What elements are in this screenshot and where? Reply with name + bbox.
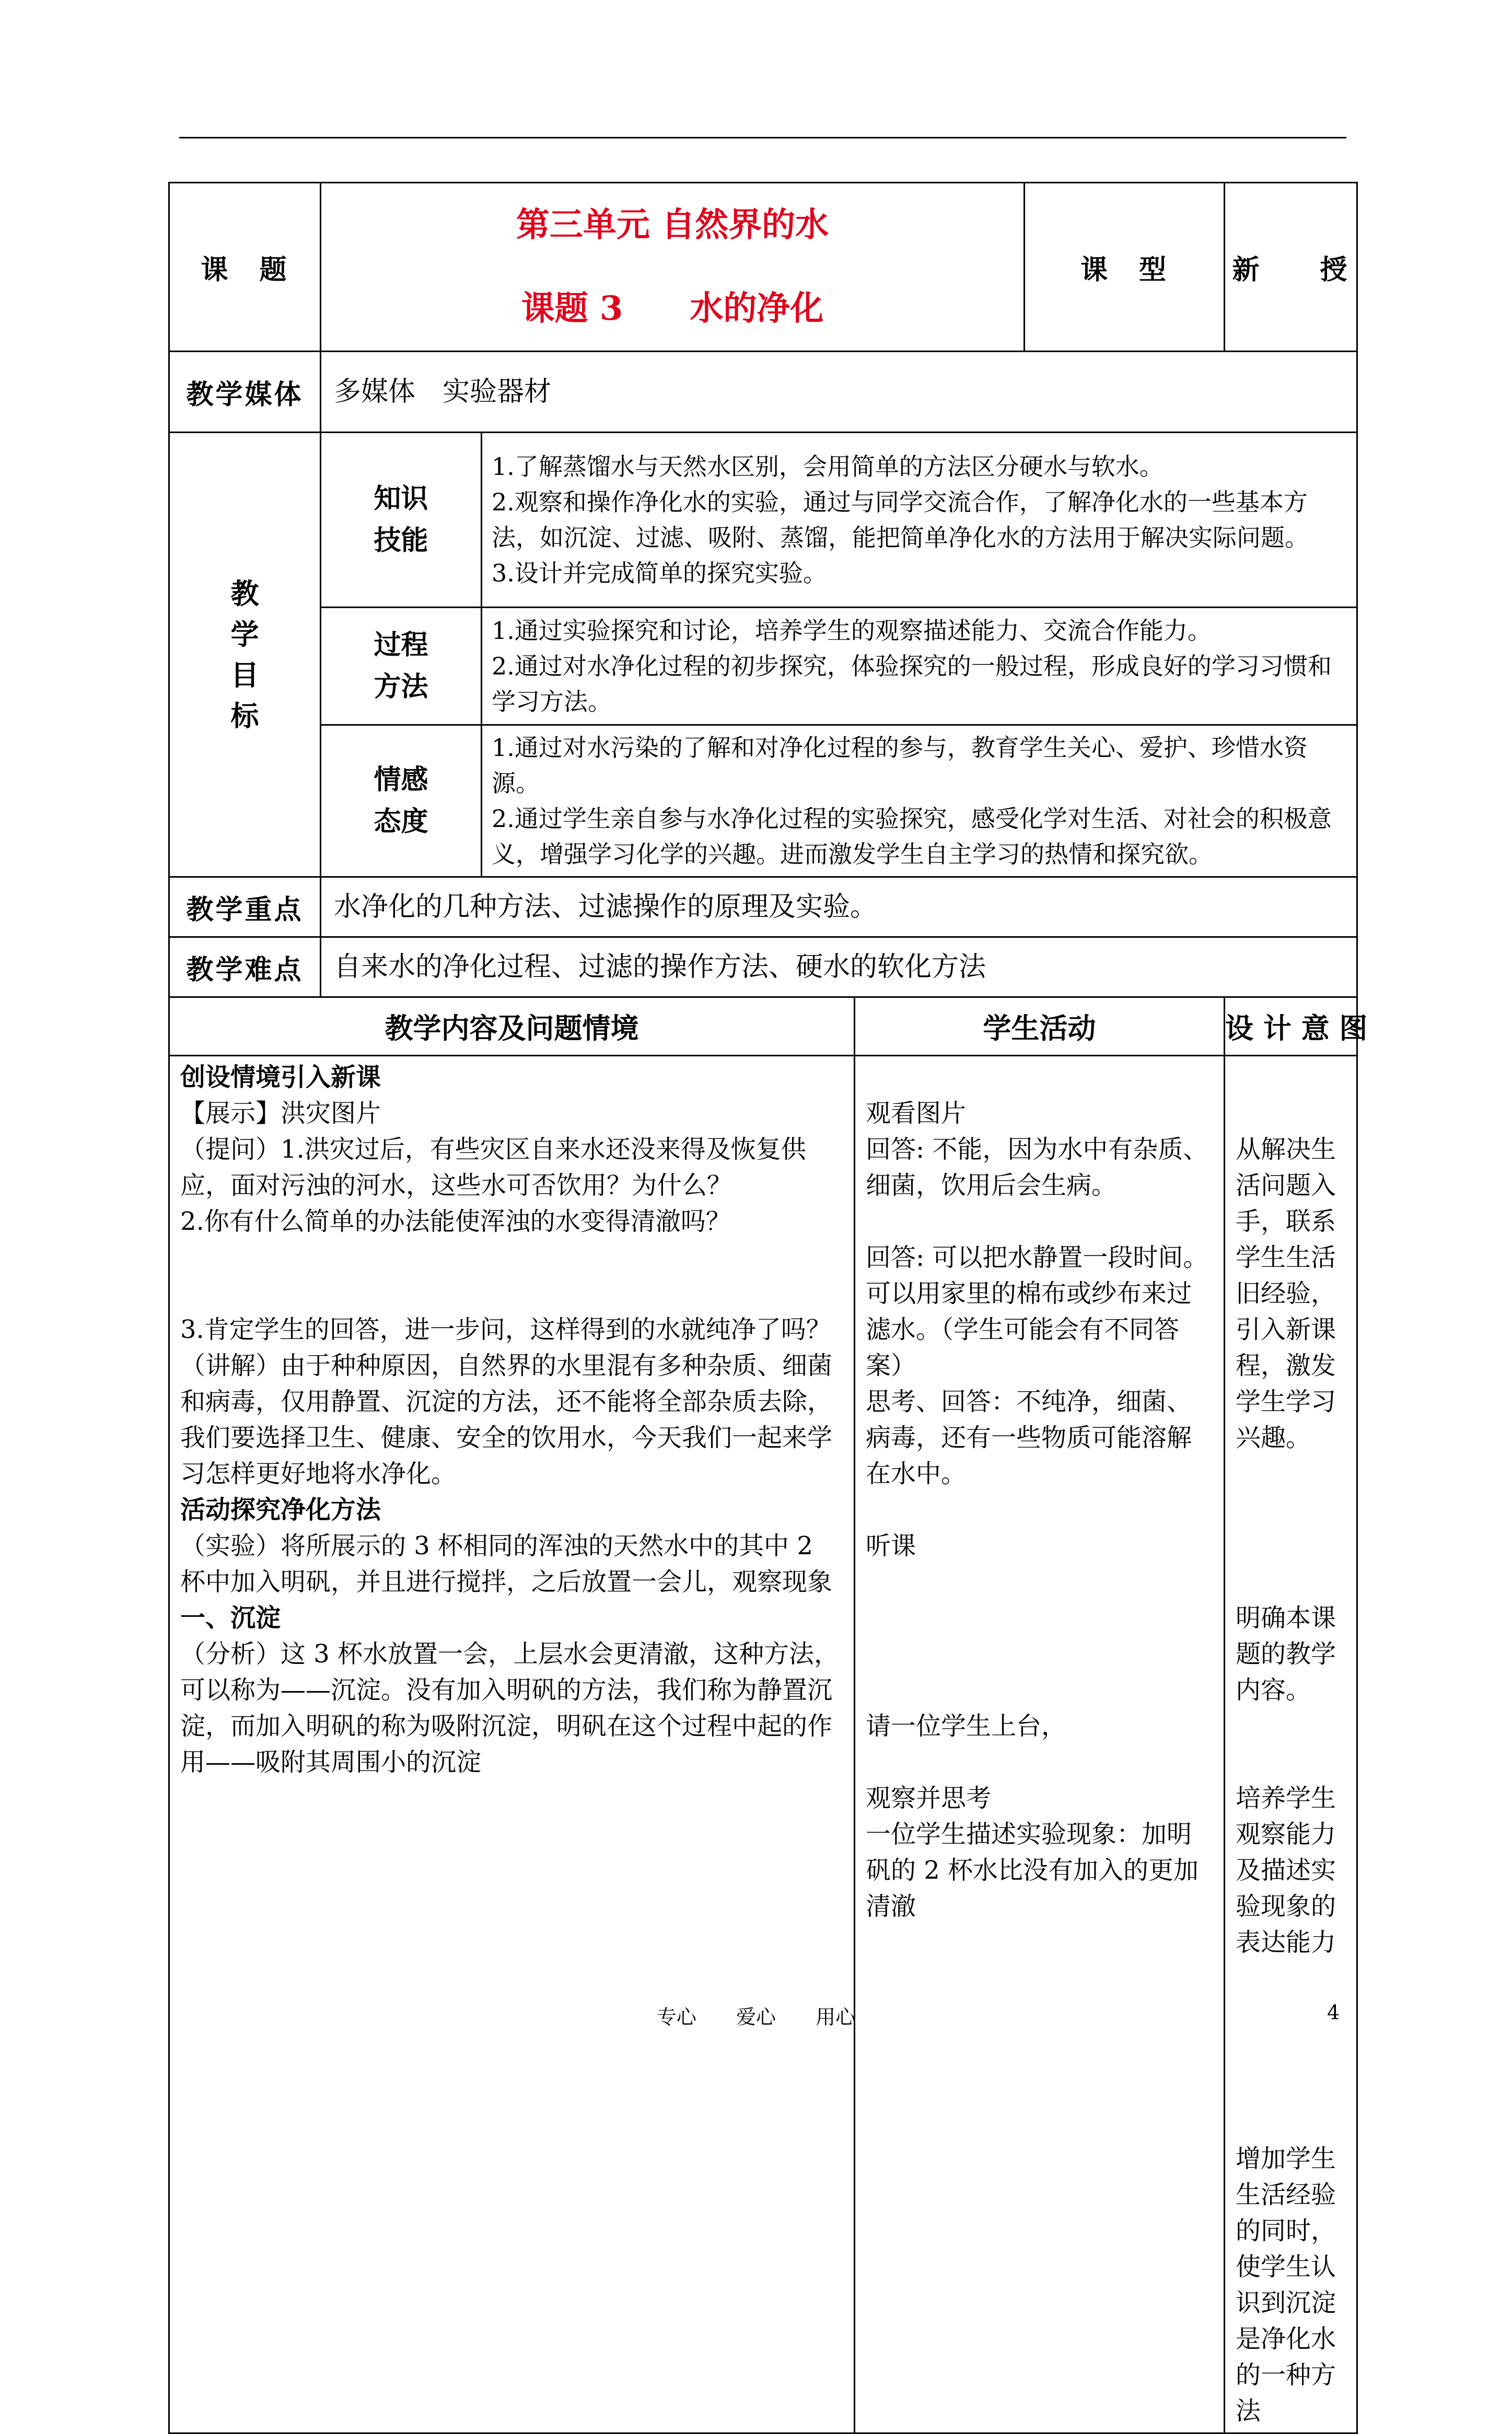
activity-item: 回答: 不能，因为水中有杂质、细菌，饮用后会生病。 xyxy=(866,1135,1208,1200)
lesson-plan-table xyxy=(168,182,1368,2434)
goal-knowledge-text: 1.了解蒸馏水与天然水区别，会用简单的方法区分硬水与软水。 2.观察和操作净化水的实验，通过与同学交流合作，了解净化水的一些基本方法，如沉淀、过滤、吸附、蒸馏，能把简单净化水的方法用于解决实际问题。 3.设计并完成简单的探究实验。 xyxy=(482,433,1357,608)
content-paragraph: 2.你有什么简单的办法能使浑浊的水变得清澈吗？ xyxy=(180,1207,731,1236)
goal-process-label: 过程 方法 xyxy=(321,608,482,725)
content-paragraph: （讲解）由于种种原因，自然界的水里混有多种杂质、细菌和病毒，仅用静置、沉淀的方法，还不能将全部杂质去除，我们要选择卫生、健康、安全的饮用水，今天我们一起来学习怎样更好地将水净化。 xyxy=(180,1351,833,1488)
footer-word: 爱心 xyxy=(736,2006,776,2029)
goal-attitude-label: 情感 态度 xyxy=(321,725,482,877)
section-heading: 活动探究净化方法 xyxy=(180,1495,381,1524)
topic-label: 课 题 xyxy=(169,183,321,352)
header-rule xyxy=(179,137,1346,138)
goal-attitude-text: 1.通过对水污染的了解和对净化过程的参与，教育学生关心、爱护、珍惜水资源。 2.通过学生亲自参与水净化过程的实验探究，感受化学对生活、对社会的积极意义，增强学习化学的兴趣。进而激发学生自主学习的热情和探究欲。 xyxy=(482,725,1357,877)
content-paragraph: 3.肯定学生的回答，进一步问，这样得到的水就纯净了吗？ xyxy=(180,1315,831,1344)
activity-item: 观察并思考 xyxy=(866,1784,992,1813)
activity-column xyxy=(855,1056,1225,2433)
difficulty-label: 教学难点 xyxy=(169,937,321,997)
content-column xyxy=(169,1056,855,2433)
lesson-title: 课题 3 水的净化 xyxy=(521,289,824,328)
activity-item: 回答: 可以把水静置一段时间。可以用家里的棉布或纱布来过滤水。（学生可能会有不同答案） xyxy=(866,1243,1208,1380)
intent-column xyxy=(1225,1056,1357,2433)
activity-item: 听课 xyxy=(866,1531,916,1560)
focus-label: 教学重点 xyxy=(169,877,321,937)
goal-process-text: 1.通过实验探究和讨论，培养学生的观察描述能力、交流合作能力。 2.通过对水净化过程的初步探究，体验探究的一般过程，形成良好的学习习惯和学习方法。 xyxy=(482,608,1357,725)
intent-item: 从解决生活问题入手，联系学生生活旧经验，引入新课程，激发学生学习兴趣。 xyxy=(1236,1135,1336,1452)
activity-item: 思考、回答：不纯净，细菌、病毒，还有一些物质可能溶解在水中。 xyxy=(866,1387,1192,1488)
section-heading: 创设情境引入新课 xyxy=(180,1063,381,1092)
topic-title-cell xyxy=(321,183,1025,352)
type-label: 课 型 xyxy=(1025,183,1225,352)
col-header-content: 教学内容及问题情境 xyxy=(169,997,855,1056)
activity-item: 请一位学生上台， xyxy=(866,1711,1067,1741)
activity-item: 观看图片 xyxy=(866,1099,967,1128)
intent-item: 培养学生观察能力及描述实验现象的表达能力 xyxy=(1236,1784,1336,1957)
content-paragraph: （分析）这 3 杯水放置一会，上层水会更清澈，这种方法，可以称为——沉淀。没有加入明矾的方法，我们称为静置沉淀，而加入明矾的称为吸附沉淀，明矾在这个过程中起的作用——吸附其周围小的沉淀 xyxy=(180,1639,840,1777)
content-paragraph: （提问）1.洪灾过后，有些灾区自来水还没来得及恢复供应，面对污浊的河水，这些水可否饮用？为什么？ xyxy=(180,1135,806,1200)
goals-label: 教 学 目 标 xyxy=(169,433,321,877)
section-heading: 一、沉淀 xyxy=(180,1603,281,1633)
media-value: 多媒体 实验器材 xyxy=(321,352,1357,433)
footer-word: 专心 xyxy=(656,2006,696,2029)
page-number: 4 xyxy=(1327,2001,1340,2024)
content-paragraph: 【展示】洪灾图片 xyxy=(180,1099,381,1128)
type-value: 新 授 xyxy=(1225,183,1357,352)
unit-title: 第三单元 自然界的水 xyxy=(516,205,829,244)
activity-item: 一位学生描述实验现象：加明矾的 2 杯水比没有加入的更加清澈 xyxy=(866,1820,1199,1921)
intent-item: 明确本课题的教学内容。 xyxy=(1236,1603,1336,1705)
page-footer xyxy=(0,2001,1512,2030)
media-label: 教学媒体 xyxy=(169,352,321,433)
focus-value: 水净化的几种方法、过滤操作的原理及实验。 xyxy=(321,877,1357,937)
intent-item: 增加学生生活经验的同时，使学生认识到沉淀是净化水的一种方法 xyxy=(1236,2144,1336,2426)
goal-knowledge-label: 知识 技能 xyxy=(321,433,482,608)
difficulty-value: 自来水的净化过程、过滤的操作方法、硬水的软化方法 xyxy=(321,937,1357,997)
col-header-intent: 设 计 意 图 xyxy=(1225,997,1357,1056)
footer-word: 用心 xyxy=(816,2006,856,2029)
col-header-activity: 学生活动 xyxy=(855,997,1225,1056)
content-paragraph: （实验）将所展示的 3 杯相同的浑浊的天然水中的其中 2 杯中加入明矾，并且进行搅拌，之后放置一会儿，观察现象 xyxy=(180,1531,833,1597)
